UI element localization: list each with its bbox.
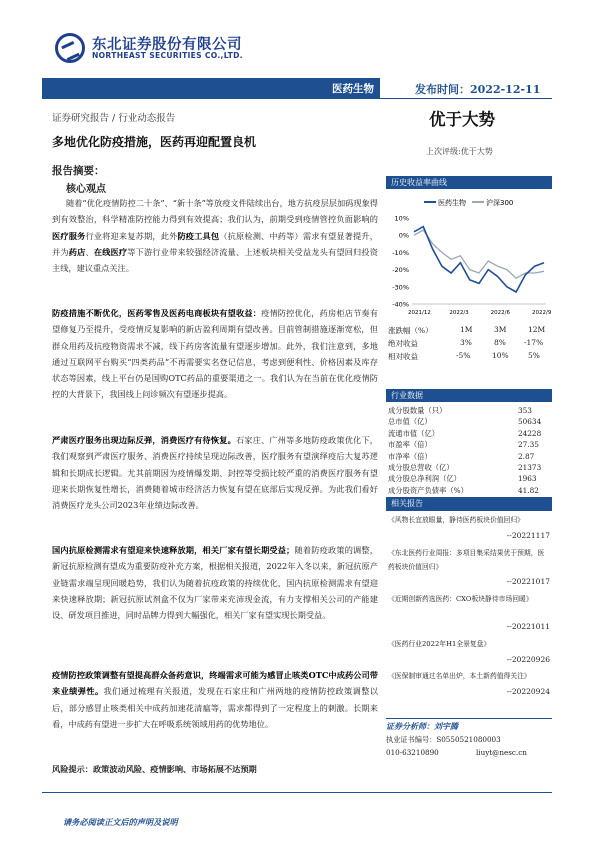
analyst-name: 证券分析师：刘宇腾 [386,721,458,731]
x-tick-label: 2021/12 [408,310,431,316]
risk-warning: 风险提示：政策波动风险、疫情影响、市场拓展不达预期 [52,764,257,774]
paragraph-antigen: 国内抗原检测需求有望迎来快速释放期，相关厂家有望长期受益；随着防疫政策的调整，新冠抗原检测有望成为重要防疫补充方案，根据相关报道，2022年入冬以来，新冠抗原产业链需求端呈现回暖趋势，我们认为随着抗疫政策的持续优化，国内抗原检测需求有望迎来快速释放期；新冠抗原试剂盒不仅为厂家带来充沛现金流，有力支撑相关公司的产能建设、研发项目推进，同时品牌力得到大幅强化，相关厂家有望实现长期受益。 [52,545,378,621]
series-line [414,227,544,292]
company-name-en: NORTHEAST SECURITIES CO.,LTD. [92,51,243,60]
related-report-4-date: --20220926 [506,655,550,664]
industry-row-label: 成分股总净利润（亿） [388,474,461,484]
perf-row-relative: 相对收益 -5% 10% 5% [388,351,540,361]
industry-row-value: 41.82 [518,485,539,495]
related-report-2-date: --20221017 [506,577,550,586]
industry-row-value: 353 [518,406,532,415]
industry-row-value: 24228 [518,428,542,438]
company-name-cn: 东北证券股份有限公司 [92,37,242,53]
related-report-5-date: --20220924 [506,687,550,696]
related-reports-header [386,497,552,511]
legend-label-csi300: 沪深300 [486,199,514,207]
industry-row [388,474,548,485]
core-heading: 核心观点 [66,184,106,195]
industry-row [388,406,548,417]
breadcrumb: 证券研究报告 / 行业动态报告 [52,113,176,124]
report-title: 多地优化防疫措施，医药再迎配置良机 [52,135,257,149]
legend-label-pharma: 医药生物 [438,199,466,207]
analyst-email[interactable]: liuyt@nesc.cn [476,748,527,757]
industry-row [388,440,548,451]
paragraph-retail: 防疫措施不断优化，医药零售及医药电商板块有望收益：疫情防控优化，药房柜店节奏有望修复乃至提升，受疫情反复影响的新店盈利周期有望改善。目前管制措施逐渐宽松，但群众用药及抗疫物资需求不减，线下药房客流量有望逐步增加。此外，我们注意到，多地通过互联网平台购买“四类药品”不再需要实名登记信息，考虑到便利性、价格因素及库存状态等因素，线上平台仍是国购OTC药品的重要渠道之一。我们认为在当前在优化疫情防控的大背景下，我国线上问诊频次有望逐步提高。 [52,308,378,400]
x-tick-label: 2022/3 [449,310,469,316]
abstract-heading: 报告摘要： [52,165,105,177]
industry-row-label: 流通市值（亿） [388,428,440,438]
related-reports-title: 相关报告 [391,499,423,508]
industry-data-header [386,389,552,402]
analyst-contact [386,748,552,759]
y-tick-label: 10% [394,214,409,223]
previous-rating: 上次评级:优于大势 [426,147,493,156]
perf-chart-title: 历史收益率曲线 [391,178,447,187]
related-report-4[interactable]: 《医药行业2022年H1全景复盘》 [388,640,491,648]
industry-row-value: 1963 [518,474,537,484]
industry-row-value: 50634 [518,417,542,427]
sector-label: 医药生物 [332,83,374,95]
industry-row-value: 27.35 [518,440,539,450]
x-tick-label: 2022/9 [532,310,552,316]
related-report-2[interactable]: 《东北医药行业周报：多项目集采结果优于预期，医药板块价值回归》 [388,549,545,571]
perf-row-absolute: 绝对收益 3% 8% -17% [388,338,544,348]
sector-bar [42,78,380,99]
publish-date: 发布时间：2022-12-11 [415,83,541,96]
x-tick-label: 2022/6 [490,310,511,316]
y-tick-label: -20% [392,266,409,275]
analyst-phone: 010-63210890 [386,748,439,757]
perf-table-header: 涨跌幅（%） 1M 3M 12M [388,325,546,335]
related-report-3[interactable]: 《近期创新药选医药：CXO板块静待市场回暖》 [388,595,533,603]
related-report-1[interactable]: 《风物长宜放眼量，静待医药板块价值回归》 [388,516,524,524]
industry-row-value: 21373 [518,463,542,472]
y-tick-label: -30% [392,283,409,292]
analyst-cert: 执业证书编号：S0550521080003 [386,735,501,744]
related-report-3-date: --20221011 [506,622,550,631]
company-logo-icon [55,33,85,63]
industry-row [388,463,548,474]
paragraph-medical-service: 严肃医疗服务出现边际反弹，消费医疗有待恢复。石家庄、广州等多地防疫政策优化下，我们观察到严肃医疗服务、消费医疗持续呈现边际改善，医疗服务有望演绎疫后大复苏逻辑和长期成长逻辑。尤其前期因为疫情爆发期、封控等受损比较严重的消费医疗服务有望迎来长期恢复性增长，消费随着城市经济活力恢复有望在底部后实现反弹。为此我们看好消费医疗龙头公司2023年业绩边际改善。 [52,435,378,511]
industry-row-label: 成分股资产负债率（%） [388,485,468,495]
related-report-5[interactable]: 《医保制审通过名单出炉，本土新药值得关注》 [388,672,531,680]
industry-row-label: 成分股数量（只） [388,406,447,415]
series-line [414,230,544,278]
industry-row-label: 总市值（亿） [388,417,432,427]
industry-row-label: 成分股总营收（亿） [388,463,454,472]
y-tick-label: -10% [392,248,409,257]
performance-chart [386,192,552,318]
industry-row [388,429,548,440]
rating: 优于大势 [429,110,495,129]
related-report-1-date: --20221117 [506,531,550,540]
paragraph-intro: 随着“优化疫情防控二十条”、“新十条”等放疫文件陆续出台，地方抗疫层层加码现象得到有效整治，科学精准防控能力得到有效提高；我们认为，前期受到疫情管控负面影响的医疗服务行业将迎来复苏期，此外防疫工具包（抗原检测、中药等）需求有望显著提升，并为药店、在线医疗等下游行业带来较强经济流量、上述板块相关受益龙头有望回归投资主线，建议重点关注。 [52,198,378,274]
footer-divider [42,792,552,793]
analyst-divider [386,718,552,719]
industry-row [388,417,548,428]
industry-data-title: 行业数据 [391,391,423,400]
industry-row-label: 市盈率（倍） [388,440,432,450]
industry-row-label: 市净率（倍） [388,451,432,461]
header-divider [380,98,552,99]
footer-disclaimer: 请务必阅读正文后的声明及说明 [63,817,178,827]
industry-row [388,452,548,463]
paragraph-otc: 疫情防控政策调整有望提高群众备药意识，终端需求可能为感冒止咳类OTC中成药公司带来业绩弹性。我们通过梳理有关报道，发现在石家庄和广州两地的疫情防控政策调整以后，部分感冒止咳类相关中成药加速花清瘟等，需求都得到了一定程度上的刺激。长期来看，中成药有望进一步扩大在呼吸系统领域用药的优势地位。 [52,670,378,729]
industry-row [388,486,548,497]
y-tick-label: 0% [398,231,409,240]
industry-row-value: 2.87 [518,451,535,461]
perf-chart-header [386,176,552,189]
y-tick-label: -40% [392,300,409,309]
